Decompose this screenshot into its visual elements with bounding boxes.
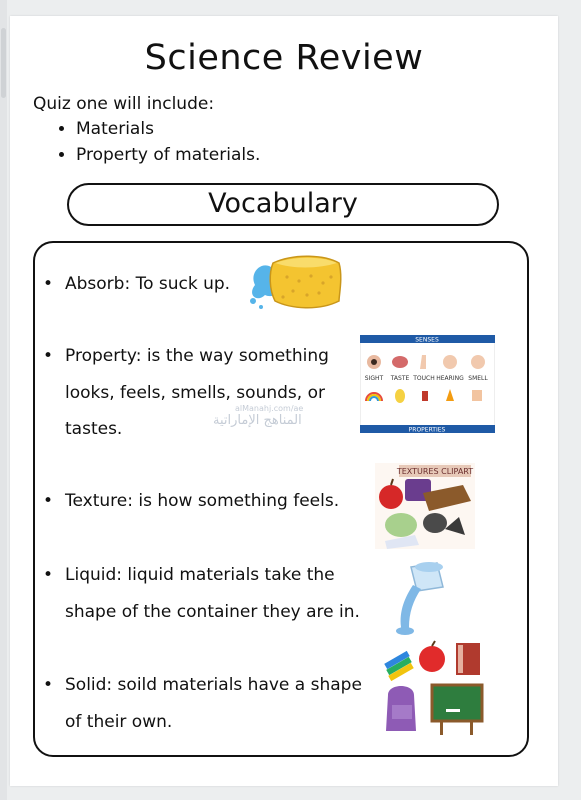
vocab-item-texture bbox=[43, 483, 373, 520]
sponge-icon bbox=[247, 251, 347, 315]
textures-label: TEXTURES CLIPART bbox=[396, 467, 474, 476]
vocab-text: Solid: soild materials have a shape of their own. bbox=[65, 675, 362, 732]
vocab-item-property bbox=[43, 338, 373, 448]
quiz-topic: • Materials bbox=[76, 119, 260, 139]
watermark-url: alManahj.com/ae bbox=[235, 404, 304, 413]
document-page bbox=[10, 16, 558, 786]
scrollbar[interactable] bbox=[0, 0, 7, 800]
senses-header: SENSES bbox=[415, 336, 439, 344]
vocab-text: Texture: is how something feels. bbox=[65, 491, 340, 511]
quiz-intro bbox=[33, 94, 260, 171]
scrollbar-thumb[interactable] bbox=[1, 28, 6, 98]
liquid-icon bbox=[391, 561, 451, 643]
bullet-icon: • bbox=[43, 491, 54, 511]
senses-chart bbox=[360, 335, 495, 433]
vocab-item-liquid bbox=[43, 557, 373, 630]
vocab-item-solid bbox=[43, 667, 373, 740]
vocabulary-box bbox=[33, 241, 529, 757]
bullet-icon: • bbox=[43, 346, 54, 366]
sense-label: TOUCH bbox=[413, 375, 435, 382]
bullet-icon: • bbox=[43, 274, 54, 294]
sense-label: HEARING bbox=[436, 375, 464, 382]
vocabulary-heading: Vocabulary bbox=[67, 183, 499, 226]
quiz-heading: Quiz one will include: bbox=[33, 94, 215, 114]
sense-label: SIGHT bbox=[364, 375, 384, 382]
page-title: Science Review bbox=[144, 38, 424, 78]
vocab-text: Property: is the way something looks, feels, smells, sounds, or tastes. bbox=[65, 346, 329, 439]
watermark-text: المناهج الإماراتية bbox=[213, 413, 302, 428]
sense-label: SMELL bbox=[468, 375, 488, 382]
vocab-text: Absorb: To suck up. bbox=[65, 274, 231, 294]
quiz-topic: • Property of materials. bbox=[76, 145, 260, 165]
vocab-text: Liquid: liquid materials take the shape of the container they are in. bbox=[65, 565, 360, 622]
senses-footer: PROPERTIES bbox=[408, 426, 446, 433]
sense-label: TASTE bbox=[390, 375, 410, 382]
textures-clipart bbox=[375, 463, 475, 549]
bullet-icon: • bbox=[43, 565, 54, 585]
quiz-topic-list bbox=[33, 119, 260, 165]
solids-clipart bbox=[380, 639, 490, 739]
bullet-icon: • bbox=[43, 675, 54, 695]
